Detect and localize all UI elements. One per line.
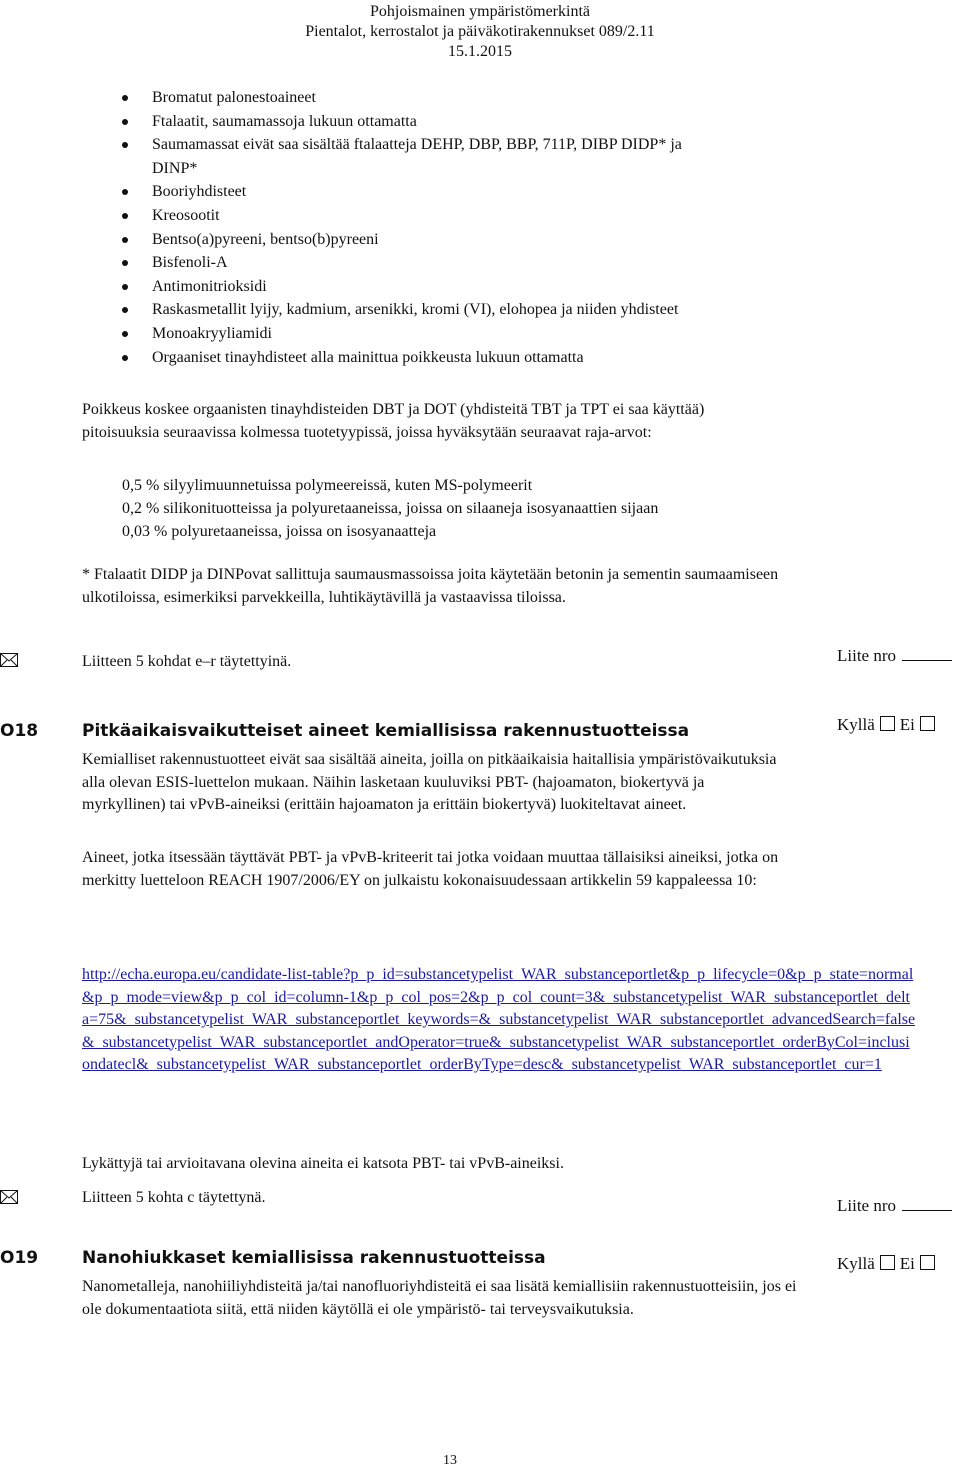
attachment-label: Liite nro — [837, 1196, 897, 1215]
exception-paragraph: Poikkeus koskee orgaanisten tinayhdisteiden DBT ja DOT (yhdisteitä TBT ja TPT ei saa käyttää) pitoisuuksia seuraavissa kolmessa tuotetyypissä, joissa hyväksytään seuraavat raja-arvot: — [82, 401, 705, 441]
attachment-note: Liitteen 5 kohdat e–r täytettyinä. — [82, 653, 292, 670]
echa-link[interactable]: http://echa.europa.eu/candidate-list-table?p_p_id=substancetypelist_WAR_substanceportlet&p_p_lifecycle=0&p_p_state=normal&p_p_mode=view&p_p_col_id=column-1&p_p_col_pos=2&p_p_col_count=3&_substancetypelist_WAR_substanceportlet_delta=75&_substancetypelist_WAR_substanceportlet_keywords=&_substancetypelist_WAR_substanceportlet_advancedSearch=false&_substancetypelist_WAR_substanceportlet_andOperator=true&_substancetypelist_WAR_substanceportlet_orderByCol=inclusiondatecl&_substancetypelist_WAR_substanceportlet_orderByType=desc&_substancetypelist_WAR_substanceportlet_cur=1 — [82, 966, 916, 1073]
list-item: Orgaaniset tinayhdisteet alla mainittua poikkeusta lukuun ottamatta — [152, 346, 682, 370]
no-checkbox[interactable] — [920, 1255, 935, 1270]
section-paragraph: Lykättyjä tai arvioitavana olevina aineita ei katsota PBT- tai vPvB-aineiksi. — [82, 1155, 564, 1172]
header-title: Pohjoismainen ympäristömerkintä — [370, 3, 590, 20]
section-paragraph: Nanometalleja, nanohiiliyhdisteitä ja/tai nanofluoriyhdisteitä ei saa lisätä kemiallisiin rakennustuotteisiin, jos ei ole dokumentaatiota siitä, että niiden käytöllä ei ole ympäristö- tai terveysvaikutuksia. — [82, 1278, 797, 1318]
no-label: Ei — [899, 1254, 915, 1273]
section-title: Nanohiukkaset kemiallisissa rakennustuotteissa — [82, 1248, 546, 1268]
attachment-label: Liite nro — [837, 646, 897, 665]
list-item: Bisfenoli-A — [152, 251, 682, 275]
section-number: O18 — [0, 721, 39, 741]
list-item: Booriyhdisteet — [152, 180, 682, 204]
header-date: 15.1.2015 — [448, 43, 512, 60]
section-paragraph: Aineet, jotka itsessään täyttävät PBT- ja vPvB-kriteerit tai jotka voidaan muuttaa tällaisiksi aineiksi, jotka on merkitty luetteloon REACH 1907/2006/EY on julkaistu kokonaisuudessaan artikkelin 59 kappaleessa 10: — [82, 849, 779, 889]
substance-list — [152, 86, 682, 369]
list-item: Monoakryyliamidi — [152, 322, 682, 346]
attachment-number-field[interactable] — [837, 646, 952, 666]
limit-item: 0,2 % silikonituotteissa ja polyuretaaneissa, joissa on silaaneja isosyanaattien sijaan — [122, 500, 659, 517]
list-item: Ftalaatit, saumamassoja lukuun ottamatta — [152, 110, 682, 134]
list-item-continuation: DINP* — [152, 159, 198, 177]
limit-item: 0,5 % silyylimuunnetuissa polymeereissä, kuten MS-polymeerit — [122, 477, 533, 494]
yes-label: Kyllä — [837, 715, 875, 734]
yes-checkbox[interactable] — [880, 716, 895, 731]
list-item: Bentso(a)pyreeni, bentso(b)pyreeni — [152, 228, 682, 252]
list-item: Kreosootit — [152, 204, 682, 228]
page-number: 13 — [443, 1453, 457, 1468]
list-item: Saumamassat eivät saa sisältää ftalaatteja DEHP, DBP, BBP, 711P, DIBP DIDP* ja — [152, 133, 682, 157]
attachment-number-field[interactable] — [837, 1196, 952, 1216]
section-number: O19 — [0, 1248, 39, 1268]
yes-no-checkboxes — [837, 715, 940, 735]
list-item: Raskasmetallit lyijy, kadmium, arsenikki, kromi (VI), elohopea ja niiden yhdisteet — [152, 298, 682, 322]
limit-item: 0,03 % polyuretaaneissa, joissa on isosyanaatteja — [122, 523, 437, 540]
section-paragraph: Kemialliset rakennustuotteet eivät saa sisältää aineita, joilla on pitkäaikaisia haitallisia ympäristövaikutuksia alla olevan ESIS-luettelon mukaan. Näihin lasketaan kuuluviksi PBT- (hajoamaton, biokertyvä ja myrkyllinen) tai vPvB-aineiksi (erittäin hajoamaton ja erittäin biokertyvä) luokiteltavat aineet. — [82, 751, 777, 813]
attachment-note: Liitteen 5 kohta c täytettynä. — [82, 1189, 266, 1206]
yes-label: Kyllä — [837, 1254, 875, 1273]
no-label: Ei — [899, 715, 915, 734]
envelope-icon — [0, 653, 18, 667]
header-subtitle: Pientalot, kerrostalot ja päiväkotirakennukset 089/2.11 — [305, 23, 655, 40]
no-checkbox[interactable] — [920, 716, 935, 731]
footnote: * Ftalaatit DIDP ja DINPovat sallittuja saumausmassoissa joita käytetään betonin ja sementin saumaamiseen ulkotiloissa, esimerkiksi parvekkeilla, luhtikäytävillä ja vastaavissa tiloissa. — [82, 566, 779, 606]
list-item: Antimonitrioksidi — [152, 275, 682, 299]
list-item: Bromatut palonestoaineet — [152, 86, 682, 110]
yes-checkbox[interactable] — [880, 1255, 895, 1270]
section-title: Pitkäaikaisvaikutteiset aineet kemiallisissa rakennustuotteissa — [82, 721, 690, 741]
envelope-icon — [0, 1190, 18, 1204]
page-header — [0, 2, 960, 62]
yes-no-checkboxes — [837, 1254, 940, 1274]
